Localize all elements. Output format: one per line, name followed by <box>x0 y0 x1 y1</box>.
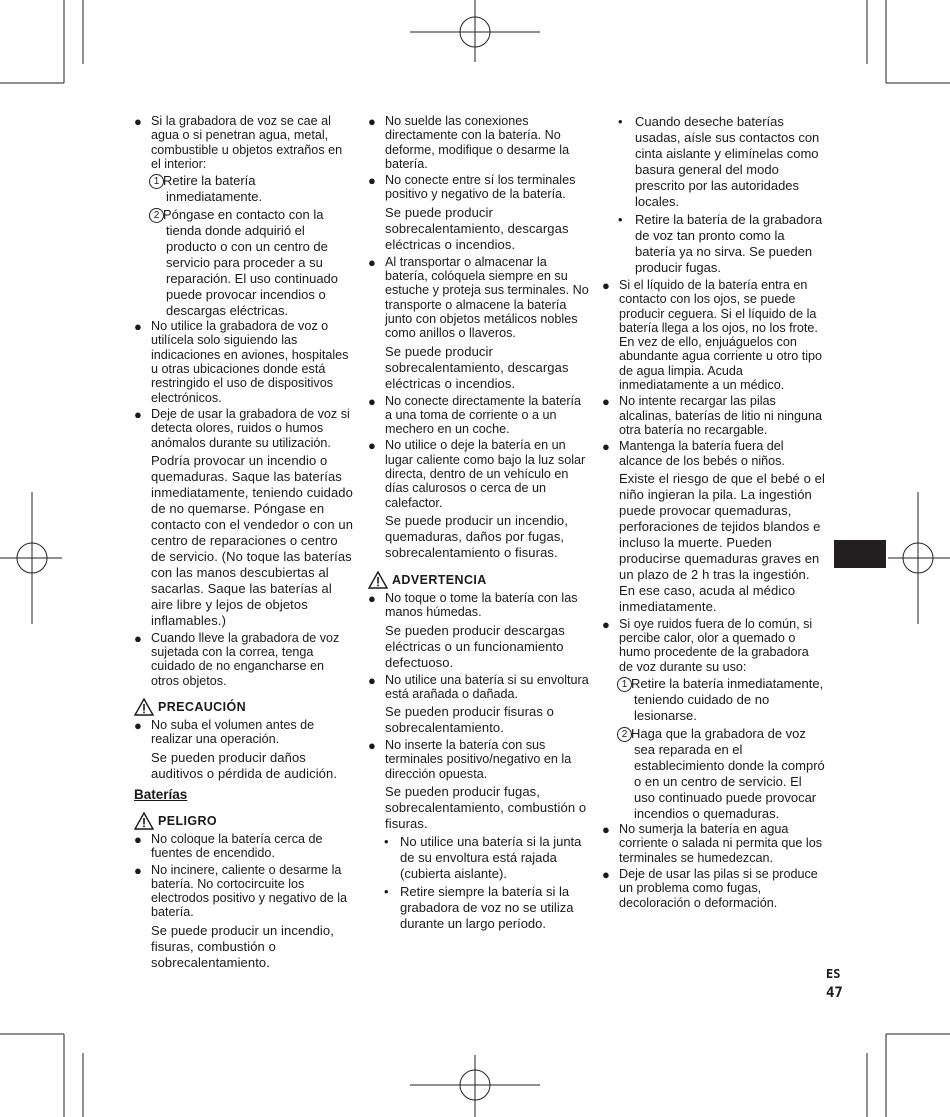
column-3 <box>602 114 826 912</box>
registration-target-bottom <box>410 1055 540 1117</box>
list-item: ● Si oye ruidos fuera de lo común, si percibe calor, olor a quemado o humo procedente de la grabadora de voz durante su uso: <box>602 616 813 674</box>
advertencia-heading: ADVERTENCIA <box>368 571 590 589</box>
bullet-icon: ● <box>134 630 142 646</box>
numbered-step: 2 Haga que la grabadora de voz sea reparada en el establecimiento donde la compró o en un centro de servicio. El uso continuado puede provocar incendios o quemaduras. <box>602 726 826 822</box>
bullet-icon: ● <box>602 394 610 410</box>
bullet-icon: ● <box>134 718 142 734</box>
bullet-icon: ● <box>368 590 376 606</box>
numbered-step: 2 Póngase en contacto con la tienda donde adquirió el producto o con un centro de servicio para proceder a su reparación. El uso continuado puede provocar incendios o descargas eléctricas. <box>134 207 354 319</box>
list-item: ● Deje de usar la grabadora de voz si detecta olores, ruidos o humos anómalos durante su utilización. Podría provocar un incendio o quemaduras. Saque las baterías inmediatamente, teniendo cuidado de no quemarse. Póngase en contacto con el vendedor o con un centro de reparaciones o centro de servicio. (No toque las baterías con las manos descubiertas al sacarlas. Saque las baterías al aire libre y lejos de objetos inflamables.) <box>134 406 354 628</box>
registration-target-top <box>410 0 540 62</box>
bullet-icon: ● <box>602 439 610 455</box>
bullet-icon: ● <box>368 672 376 688</box>
list-item: ● No utilice la grabadora de voz o utilícela solo siguiendo las indicaciones en aviones, hospitales u otras ubicaciones donde está restringido el uso de dispositivos electrónicos. <box>134 319 349 405</box>
list-item: ● No toque o tome la batería con las manos húmedas. Se pueden producir descargas eléctricas o un funcionamiento defectuoso. <box>368 590 578 670</box>
precaucion-heading: PRECAUCIÓN <box>134 698 354 716</box>
bullet-icon: ● <box>368 173 376 189</box>
sub-list-item: • Cuando deseche baterías usadas, aísle sus contactos con cinta aislante y elimínelas como basura general del modo prescrito por las autoridades locales. <box>618 114 820 209</box>
warning-triangle-icon <box>134 698 154 716</box>
dot-icon: • <box>618 212 623 227</box>
numbered-step: 1 Retire la batería inmediatamente. <box>134 173 354 205</box>
circled-number-icon: 2 <box>149 208 164 223</box>
list-item: ● No incinere, caliente o desarme la batería. No cortocircuite los electrodos positivo y negativo de la batería. Se puede producir un incendio, fisuras, combustión o sobrecalentamiento. <box>134 862 348 970</box>
bullet-icon: ● <box>134 831 142 847</box>
dot-icon: • <box>384 834 389 850</box>
list-item: ● No conecte directamente la batería a una toma de corriente o a un mechero en un coche. <box>368 393 582 437</box>
list-item: ● No utilice una batería si su envoltura está arañada o dañada. Se pueden producir fisuras o sobrecalentamiento. <box>368 672 589 736</box>
list-item: ● No inserte la batería con sus terminales positivo/negativo en la dirección opuesta. Se pueden producir fugas, sobrecalentamiento, combustión o fisuras. <box>368 738 587 832</box>
list-item: ● No utilice o deje la batería en un lugar caliente como bajo la luz solar directa, dentro de un vehículo en días calurosos o cerca de un calefactor. Se puede producir un incendio, quemaduras, daños por fugas, sobrecalentamiento o fisuras. <box>368 438 586 560</box>
bullet-icon: ● <box>134 862 142 878</box>
circled-number-icon: 2 <box>617 727 632 742</box>
column-1 <box>134 114 354 973</box>
registration-target-left <box>0 492 62 624</box>
list-item: ● No suelde las conexiones directamente con la batería. No deforme, modifique o desarme la batería. <box>368 114 570 171</box>
bullet-icon: ● <box>602 822 610 838</box>
list-item: ● Mantenga la batería fuera del alcance de los bebés o niños. Existe el riesgo de que el bebé o el niño ingieran la pila. La ingestión puede provocar quemaduras, perforaciones de tejidos blandos e incluso la muerte. Pueden producirse quemaduras graves en un plazo de 2 h tras la ingestión. En ese caso, acuda al médico inmediatamente. <box>602 439 825 614</box>
bullet-icon: ● <box>368 738 376 754</box>
column-2 <box>368 114 590 932</box>
peligro-heading: PELIGRO <box>134 812 354 830</box>
list-item: ● Si el líquido de la batería entra en contacto con los ojos, se puede producir ceguera. Si el líquido de la batería llega a los ojos, no los frote. En vez de ello, enjuáguelos con abundante agua corriente u otro tipo de agua limpia. Acuda inmediatamente a un médico. <box>602 278 823 393</box>
section-tab <box>834 540 886 568</box>
footer-language: ES <box>826 967 841 981</box>
sub-list-item: • Retire la batería de la grabadora de voz tan pronto como la batería ya no sirva. Se pueden producir fugas. <box>618 212 823 275</box>
numbered-step: 1 Retire la batería inmediatamente, teniendo cuidado de no lesionarse. <box>602 676 826 724</box>
warning-triangle-icon <box>134 812 154 830</box>
list-item: ● No intente recargar las pilas alcalinas, baterías de litio ni ninguna otra batería no recargable. <box>602 394 823 437</box>
list-item: ● Deje de usar las pilas si se produce un problema como fugas, decoloración o deformación. <box>602 866 818 910</box>
dot-icon: • <box>618 114 623 129</box>
bullet-icon: ● <box>602 616 610 632</box>
bullet-icon: ● <box>368 114 376 129</box>
page-number: 47 <box>826 985 843 1001</box>
list-item: ● No sumerja la batería en agua corriente o salada ni permita que los terminales se humedezcan. <box>602 822 823 865</box>
sub-list-item: • Retire siempre la batería si la grabadora de voz no se utiliza durante un largo período. <box>384 884 574 932</box>
section-heading: Baterías <box>134 786 188 802</box>
circled-number-icon: 1 <box>617 677 632 692</box>
list-item: ● Al transportar o almacenar la batería, colóquela siempre en su estuche y proteja sus terminales. No transporte o almacene la batería junto con objetos metálicos nobles como anillos o llaveros. Se puede producir sobrecalentamiento, descargas eléctricas o incendios. <box>368 254 589 391</box>
list-item: ● No coloque la batería cerca de fuentes de encendido. <box>134 831 323 861</box>
circled-number-icon: 1 <box>149 174 164 189</box>
sub-list-item: • No utilice una batería si la junta de su envoltura está rajada (cubierta aislante). <box>384 834 582 882</box>
registration-target-right <box>888 492 950 624</box>
list-item: ● No conecte entre sí los terminales positivo y negativo de la batería. Se puede producir sobrecalentamiento, descargas eléctricas o incendios. <box>368 173 576 252</box>
list-item: ● Cuando lleve la grabadora de voz sujetada con la correa, tenga cuidado de no engancharse en otros objetos. <box>134 630 340 688</box>
bullet-icon: ● <box>368 254 376 270</box>
bullet-icon: ● <box>602 278 610 293</box>
list-item: ● Si la grabadora de voz se cae al agua o si penetran agua, metal, combustible u objetos extraños en el interior: <box>134 114 343 171</box>
bullet-icon: ● <box>134 319 142 335</box>
dot-icon: • <box>384 884 389 900</box>
bullet-icon: ● <box>602 866 610 882</box>
bullet-icon: ● <box>368 393 376 409</box>
bullet-icon: ● <box>134 406 142 422</box>
warning-triangle-icon <box>368 571 388 589</box>
bullet-icon: ● <box>368 438 376 454</box>
list-item: ● No suba el volumen antes de realizar una operación. Se pueden producir daños auditivos o pérdida de audición. <box>134 718 338 781</box>
bullet-icon: ● <box>134 114 142 129</box>
